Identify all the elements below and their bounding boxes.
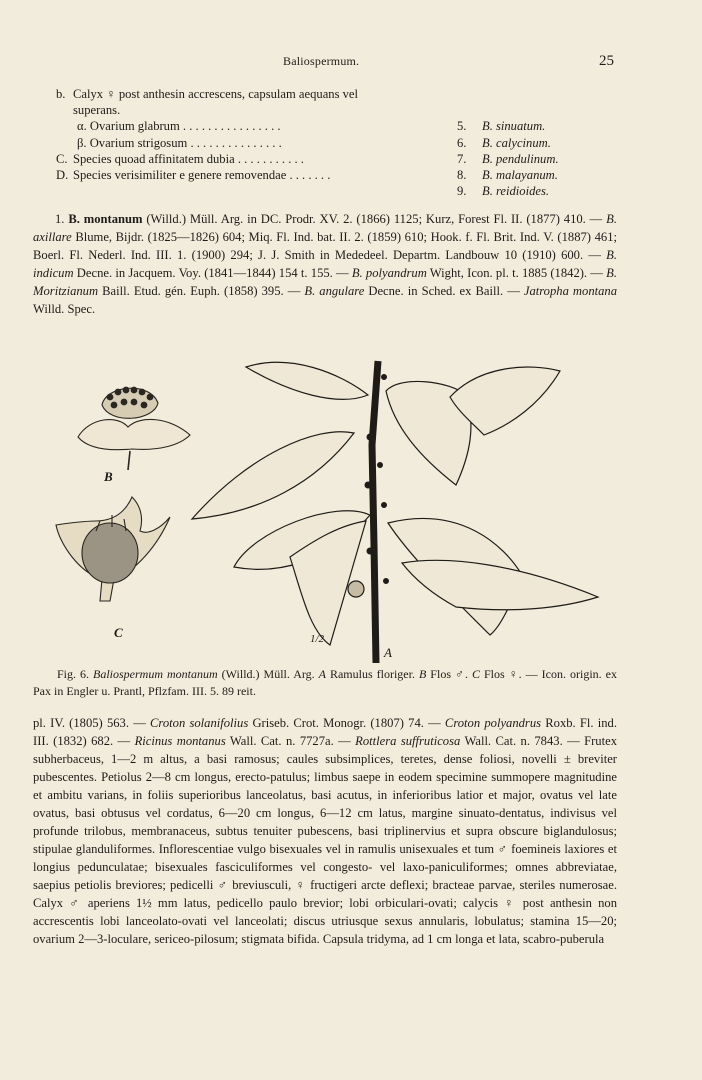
scale-label: 1/2 xyxy=(310,633,325,645)
entry-synonym: B. Moritzianum xyxy=(33,266,617,298)
body-synonym: Croton polyandrus xyxy=(444,716,542,730)
branch-drawing xyxy=(192,361,598,663)
key-number: 7. xyxy=(457,151,467,166)
caption-ref-c: C xyxy=(471,667,480,681)
figure-caption xyxy=(33,666,617,700)
key-species: B. reidioides. xyxy=(482,184,550,199)
entry-synonym: B. polyandrum xyxy=(351,266,427,280)
key-text: Species verisimiliter e genere removendae . . . . . . . xyxy=(73,167,331,182)
caption-text: Ramulus floriger. xyxy=(325,667,419,681)
caption-text: (Willd.) Müll. Arg. xyxy=(217,667,319,681)
body-text: pl. IV. (1805) 563. — xyxy=(33,716,151,730)
body-synonym: Croton solanifolius xyxy=(150,716,249,730)
caption-text: Flos ♂. xyxy=(426,667,472,681)
key-label: C. xyxy=(56,151,68,166)
key-number: 6. xyxy=(457,135,467,150)
body-text: Wall. Cat. n. 7843. — Frutex subherbaceus, 1—2 m altus, a basi ramosus; caules subsimplices, teretes, dense foliosi, novelli ± breviter pubescentes. Petiolus 2—8 cm longus, erecto-patulus; limbus saepe in eodem specimine summopere magnitudine et ambitu varians, in foliis superioribus lanceolatus, basi acutus, in inferioribus latior et major, ovatus vel late ovatus, basi obtusus vel cordatus, 6—20 cm longus, 6—12 cm latus, margine sinuato-dentatus, indivisus vel profunde trilobus, membranaceus, subtus tenuiter pubescens, basi triplinervius et supra obscure biglandulosus; stipulae glanduliformes. Inflorescentiae vulgo bisexuales vel in ramulis unisexuales et tum ♂ foemineis laxiores et longius pedunculatae; bisexuales fasciculiformes vel congesto- vel laxo-paniculiformes; omnes abbreviatae, saepius petiolis breviores; pedicelli ♂ breviusculi, ♀ fructigeri arcte deflexi; bracteae parvae, steriles numerosae. Calyx ♂ aperiens 1½ mm latus, pedicello paulo brevior; lobi orbiculari-ovati; calycis ♀ post anthesin non accrescentis lobi lanceolato-ovati vel lanceolati; discus utriusque sexus annularis, lobulatus; stamina 15—20; ovarium 2—3-loculare, sericeo-pilosum; stigmata bifida. Capsula tridyma, ad 1 cm longa et lata, scabro-puberula xyxy=(33,734,617,946)
figure-label-a: A xyxy=(384,645,392,660)
identification-key xyxy=(56,86,618,199)
description-text xyxy=(33,714,617,948)
key-text: Species quoad affinitatem dubia . . . . . . . . . . . xyxy=(73,151,304,166)
entry-synonym: B. angulare xyxy=(304,284,365,298)
entry-text: Wight, Icon. pl. t. 1885 (1842). — xyxy=(426,266,607,280)
caption-ref-b: B xyxy=(418,667,427,681)
key-number: 8. xyxy=(457,167,467,182)
key-label: D. xyxy=(56,167,69,182)
key-number: 5. xyxy=(457,119,467,134)
species-entry xyxy=(33,210,617,318)
entry-synonym: B. axillare xyxy=(33,212,617,244)
key-species: B. sinuatum. xyxy=(482,119,546,134)
body-text: Roxb. Fl. ind. III. (1832) 682. — xyxy=(33,716,617,748)
body-text: Griseb. Crot. Monogr. (1807) 74. — xyxy=(248,716,445,730)
entry-text: (Willd.) Müll. Arg. in DC. Prodr. XV. 2. (1866) 1125; Kurz, Forest Fl. II. (1877) 410. — xyxy=(142,212,607,226)
key-species: B. calycinum. xyxy=(482,135,551,150)
key-line xyxy=(56,118,618,134)
key-number: 9. xyxy=(457,184,467,199)
botanical-figure xyxy=(40,345,640,665)
running-title: Baliospermum. xyxy=(283,54,360,68)
key-line xyxy=(56,151,618,167)
entry-number: 1. xyxy=(55,212,65,226)
caption-species: Baliospermum montanum xyxy=(93,667,218,681)
entry-species-name: B. montanum xyxy=(68,212,143,226)
key-line xyxy=(56,167,618,183)
key-species: B. pendulinum. xyxy=(482,151,559,166)
female-flower-drawing xyxy=(56,497,170,601)
entry-paragraph xyxy=(33,210,617,318)
entry-text: Decne. in Jacquem. Voy. (1841—1844) 154 t. 155. — xyxy=(73,266,352,280)
entry-text: Decne. in Sched. ex Baill. — xyxy=(364,284,524,298)
caption-ref-a: A xyxy=(318,667,326,681)
key-label: b. xyxy=(56,87,66,101)
entry-synonym: Jatropha montana xyxy=(523,284,618,298)
key-species: B. malayanum. xyxy=(482,167,558,182)
key-line xyxy=(56,135,618,151)
entry-text: Blume, Bijdr. (1825—1826) 604; Miq. Fl. Ind. bat. II. 2. (1859) 610; Hook. f. Fl. Brit. Ind. V. (1887) 461; Boerl. Fl. Nederl. Ind. III. 1. (1900) 294; J. J. Smith in Mededeel. Departm. Landbouw 10 (1910) 600. — xyxy=(33,230,617,262)
description-paragraph xyxy=(33,714,617,948)
running-head xyxy=(0,54,702,70)
key-text: β. Ovarium strigosum . . . . . . . . . . . . . . . xyxy=(77,135,282,150)
plant-illustration xyxy=(40,345,640,665)
entry-text: Willd. Spec. xyxy=(33,302,96,316)
page-number: 25 xyxy=(599,53,614,69)
key-text: superans. xyxy=(73,103,121,118)
body-text: Wall. Cat. n. 7727a. — xyxy=(225,734,356,748)
key-line xyxy=(56,102,618,118)
caption-text: Flos ♀. — Icon. origin. ex Pax in Engler u. Prantl, Pflzfam. III. 5. 89 reit. xyxy=(33,667,617,698)
key-line xyxy=(56,183,618,199)
entry-synonym: B. indicum xyxy=(33,248,617,280)
key-text: Calyx ♀ post anthesin accrescens, capsulam aequans vel xyxy=(73,87,359,101)
figure-label-c: C xyxy=(114,625,123,640)
male-flower-drawing xyxy=(78,387,190,470)
body-synonym: Rottlera suffruticosa xyxy=(355,734,461,748)
figure-label-b: B xyxy=(104,469,113,484)
entry-text: Baill. Etud. gén. Euph. (1858) 395. — xyxy=(98,284,305,298)
key-line xyxy=(56,86,618,102)
caption-paragraph xyxy=(33,666,617,700)
caption-prefix: Fig. 6. xyxy=(57,667,94,681)
body-synonym: Ricinus montanus xyxy=(134,734,226,748)
key-text: α. Ovarium glabrum . . . . . . . . . . . . . . . . xyxy=(77,119,281,134)
